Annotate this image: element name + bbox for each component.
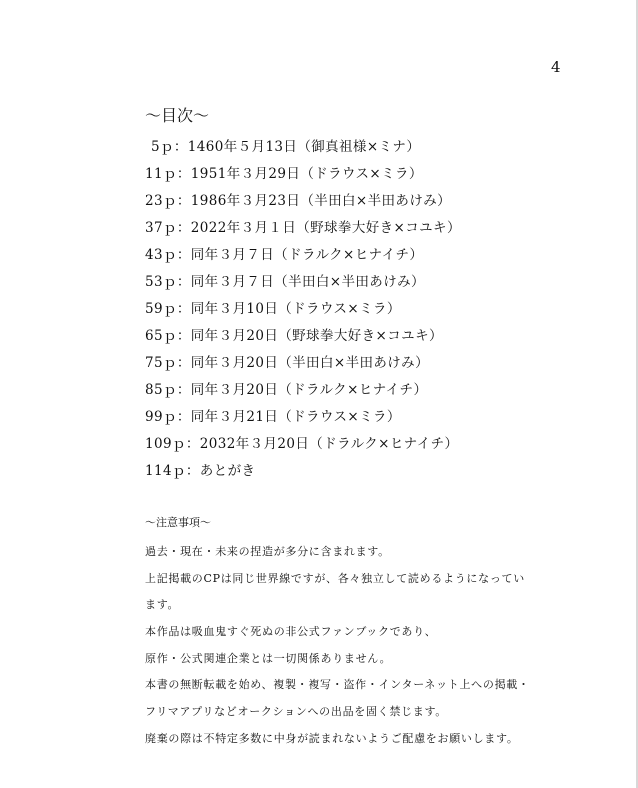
toc-entry: 114ｐ：あとがき — [145, 463, 256, 479]
toc-entry: 85ｐ：同年３月20日（ドラルク×ヒナイチ） — [145, 382, 428, 398]
toc-entry: 5ｐ：1460年５月13日（御真祖様×ミナ） — [151, 139, 421, 155]
toc-entry: 43ｐ：同年３月７日（ドラルク×ヒナイチ） — [145, 247, 424, 263]
notes-title: ～注意事項～ — [145, 516, 211, 529]
table-of-contents — [145, 106, 605, 485]
toc-entry: 99ｐ：同年３月21日（ドラウス×ミラ） — [145, 409, 401, 425]
note-line: ます。 — [145, 598, 180, 612]
toc-entry: 75ｐ：同年３月20日（半田白×半田あけみ） — [145, 355, 429, 371]
toc-entry: 11ｐ：1951年３月29日（ドラウス×ミラ） — [145, 166, 423, 182]
note-line: 本書の無断転載を始め、複製・複写・盗作・インターネット上への掲載・ — [145, 678, 530, 692]
note-line: 上記掲載のCPは同じ世界線ですが、各々独立して読めるようになってい — [145, 571, 525, 585]
toc-entry: 109ｐ：2032年３月20日（ドラルク×ヒナイチ） — [145, 436, 459, 452]
note-line: 廃棄の際は不特定多数に中身が読まれないようご配慮をお願いします。 — [145, 731, 519, 745]
note-line: 本作品は吸血鬼すぐ死ぬの非公式ファンブックであり、 — [145, 625, 437, 639]
toc-entry: 59ｐ：同年３月10日（ドラウス×ミラ） — [145, 301, 401, 317]
note-line: 原作・公式関連企業とは一切関係ありません。 — [145, 651, 392, 665]
toc-entry: 37ｐ：2022年３月１日（野球拳大好き×コユキ） — [145, 220, 461, 236]
page-number: 4 — [551, 58, 561, 76]
toc-entry: 53ｐ：同年３月７日（半田白×半田あけみ） — [145, 274, 425, 290]
notes-list — [145, 539, 615, 753]
toc-entry: 65ｐ：同年３月20日（野球拳大好き×コユキ） — [145, 328, 443, 344]
notes-section — [145, 513, 615, 753]
toc-title: ～目次～ — [145, 106, 210, 125]
toc-list — [145, 134, 605, 485]
note-line: フリマアプリなどオークションへの出品を固く禁じます。 — [145, 705, 447, 719]
toc-entry: 23ｐ：1986年３月23日（半田白×半田あけみ） — [145, 193, 452, 209]
note-line: 過去・現在・未来の捏造が多分に含まれます。 — [145, 545, 390, 558]
